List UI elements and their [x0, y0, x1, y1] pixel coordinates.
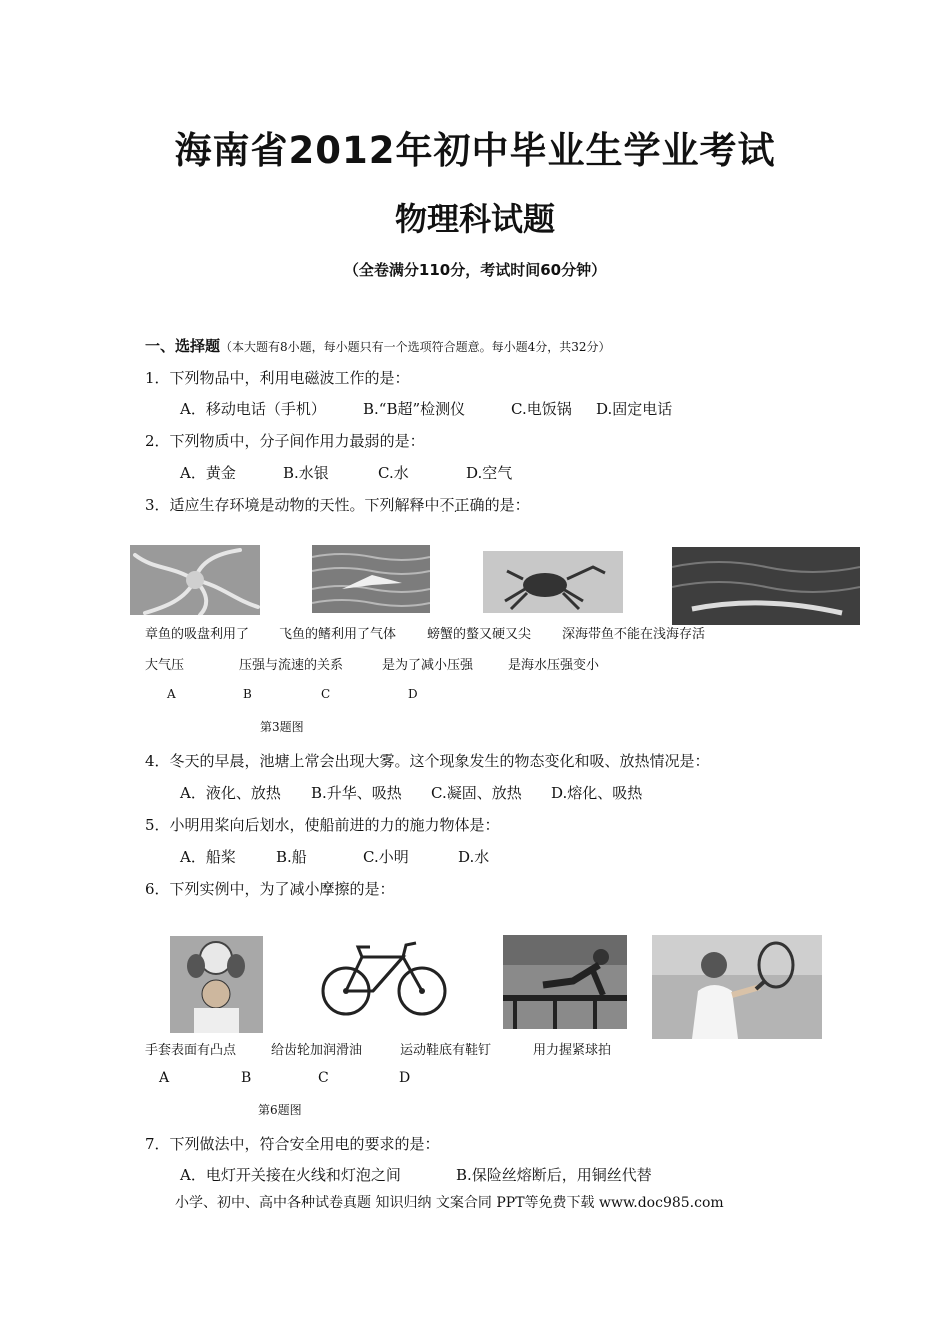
q3-letter-d: D	[408, 687, 418, 701]
q3-figure-label: 第3题图	[260, 720, 304, 734]
question-3	[145, 494, 530, 515]
q6-figure-label: 第6题图	[258, 1103, 302, 1117]
goalkeeper-glove-photo	[170, 936, 263, 1033]
option-b: B.船	[276, 848, 307, 866]
option-d: D.空气	[466, 464, 513, 482]
exam-title: 海南省2012年初中毕业生学业考试	[174, 129, 776, 172]
hurdler-photo	[503, 935, 627, 1029]
option-d: D.水	[458, 848, 490, 866]
question-2-options	[180, 462, 512, 483]
option-a: A．电灯开关接在火线和灯泡之间	[180, 1166, 401, 1184]
question-2	[145, 430, 425, 451]
section-title: 一、选择题	[145, 337, 221, 355]
q3-letter-c: C	[321, 687, 331, 701]
q3-caption-b-line1: 飞鱼的鳍利用了气体	[279, 627, 397, 642]
q3-caption-a-line2: 大气压	[145, 658, 185, 673]
option-a: A．黄金	[180, 464, 236, 482]
q6-letter-a: A	[159, 1070, 170, 1086]
ribbonfish-photo	[672, 547, 860, 625]
exam-note: （全卷满分110分，考试时间60分钟）	[343, 261, 607, 279]
exam-subtitle: 物理科试题	[394, 200, 555, 238]
question-1: 1．下列物品中，利用电磁波工作的是：	[145, 369, 410, 387]
question-5: 5．小明用桨向后划水，使船前进的力的施力物体是：	[145, 816, 500, 834]
question-3-text: 3．适应生存环境是动物的天性。下列解释中	[145, 496, 440, 514]
option-b: B.升华、吸热	[311, 784, 402, 802]
question-4: 4．冬天的早晨，池塘上常会出现大雾。这个现象发生的物态变化和吸、放热情况是：	[145, 752, 710, 770]
emphasis-word: 最弱 · ·	[350, 432, 380, 450]
option-b: B.保险丝熔断后，用铜丝代替	[456, 1166, 652, 1184]
bicycle-photo	[318, 935, 450, 1017]
q3-caption-d-line2: 是海水压强变小	[508, 658, 600, 673]
question-6: 6．下列实例中，为了减小摩擦的是：	[145, 880, 395, 898]
q3-letter-a: A	[167, 687, 176, 701]
q6-caption-b: 给齿轮加润滑油	[271, 1043, 363, 1058]
question-2-text: 2．下列物质中，分子间作用力	[145, 432, 350, 450]
option-b: B.水银	[283, 464, 329, 482]
q6-caption-a: 手套表面有凸点	[145, 1043, 237, 1058]
option-b: B.“B超”检测仪	[363, 400, 466, 418]
q3-caption-a-line1: 章鱼的吸盘利用了	[145, 627, 250, 642]
q3-letter-b: B	[243, 687, 252, 701]
q3-caption-d-line1: 深海带鱼不能在浅海存活	[562, 627, 706, 642]
question-1-options	[180, 398, 672, 419]
footer-ad: 小学、初中、高中各种试卷真题 知识归纳 文案合同 PPT等免费下载 www.doc985.com	[175, 1195, 724, 1211]
crab-photo	[483, 551, 623, 613]
q6-letter-d: D	[399, 1070, 411, 1086]
option-c: C.小明	[363, 848, 409, 866]
option-d: D.固定电话	[596, 400, 673, 418]
question-3-tail: 的是：	[484, 496, 530, 514]
flying-fish-photo	[312, 545, 430, 613]
option-d: D.熔化、吸热	[551, 784, 643, 802]
question-2-tail: 的是：	[379, 432, 425, 450]
question-4-options	[180, 782, 642, 803]
section-note: （本大题有8小题，每小题只有一个选项符合题意。每小题4分，共32分）	[220, 340, 611, 354]
q6-letter-c: C	[318, 1070, 329, 1086]
q6-caption-c: 运动鞋底有鞋钉	[400, 1043, 492, 1058]
q3-caption-b-line2: 压强与流速的关系	[239, 658, 344, 673]
option-a: A．移动电话（手机）	[180, 400, 326, 418]
q6-letter-b: B	[241, 1070, 252, 1086]
q3-caption-c-line2: 是为了减小压强	[382, 658, 474, 673]
emphasis-word: 不正确 · ·	[440, 496, 485, 514]
option-c: C.水	[378, 464, 409, 482]
option-c: C.电饭锅	[511, 400, 572, 418]
option-a: A．液化、放热	[180, 784, 281, 802]
option-a: A．船桨	[180, 848, 236, 866]
question-7-options	[180, 1164, 652, 1185]
option-c: C.凝固、放热	[431, 784, 522, 802]
question-7: 7．下列做法中，符合安全用电的要求的是：	[145, 1135, 440, 1153]
question-5-options	[180, 846, 489, 867]
tennis-player-photo	[652, 935, 822, 1039]
q3-caption-c-line1: 螃蟹的螯又硬又尖	[427, 627, 532, 642]
q6-caption-d: 用力握紧球拍	[533, 1043, 612, 1058]
section-1-heading	[145, 335, 611, 356]
octopus-photo	[130, 545, 260, 615]
